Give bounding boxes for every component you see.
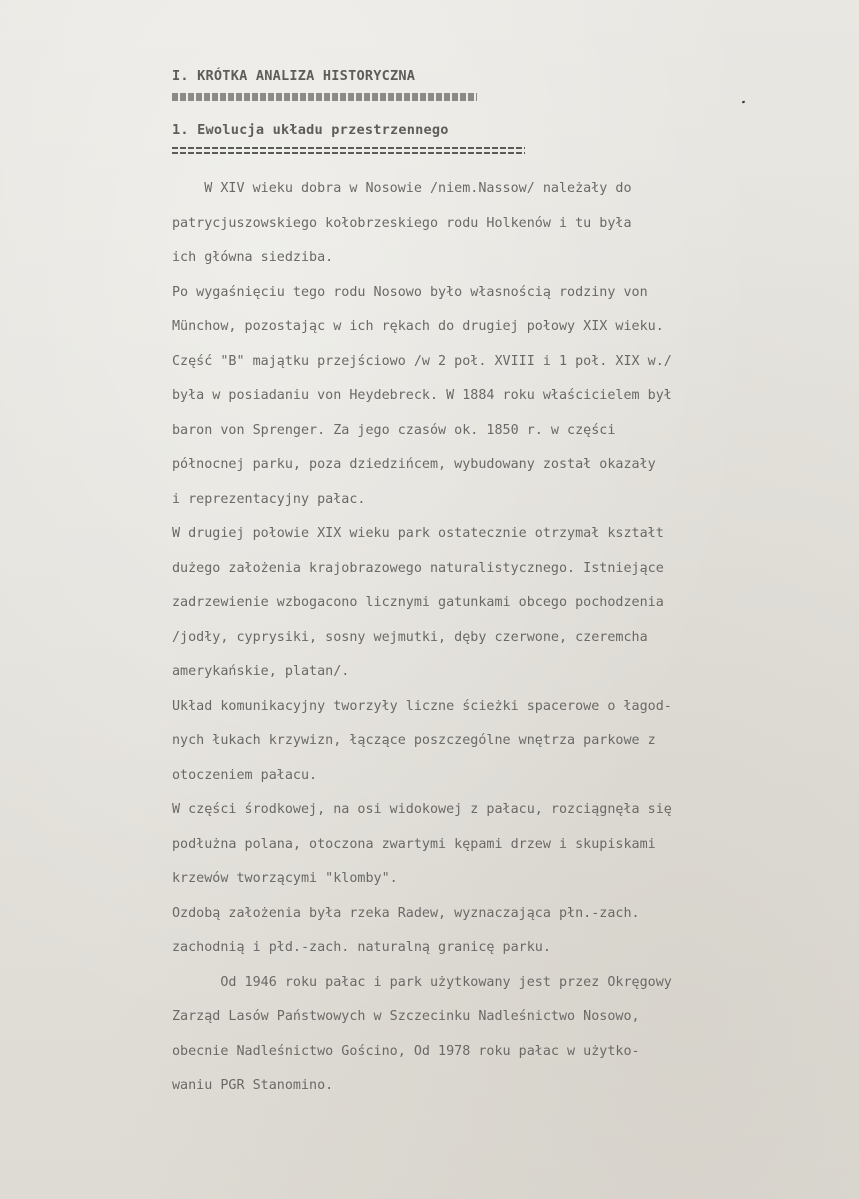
text-line: W XIV wieku dobra w Nosowie /niem.Nassow/ należały do	[172, 181, 632, 196]
text-line: nych łukach krzywizn, łączące poszczególne wnętrza parkowe z	[172, 733, 656, 748]
subsection-heading: 1. Ewolucja układu przestrzennego	[172, 122, 449, 138]
text-line: zachodnią i płd.-zach. naturalną granicę parku.	[172, 940, 551, 955]
heading-underline	[172, 93, 477, 101]
text-line: amerykańskie, platan/.	[172, 664, 350, 679]
text-line: Od 1946 roku pałac i park użytkowany jest przez Okręgowy	[172, 974, 672, 990]
text-line: i reprezentacyjny pałac.	[172, 491, 366, 507]
text-line: dużego założenia krajobrazowego naturalistycznego. Istniejące	[172, 560, 664, 576]
text-line: krzewów tworzącymi "klomby".	[172, 871, 398, 886]
text-line: była w posiadaniu von Heydebreck. W 1884 roku właścicielem był	[172, 388, 672, 403]
text-line: waniu PGR Stanomino.	[172, 1078, 334, 1093]
text-line: podłużna polana, otoczona zwartymi kępami drzew i skupiskami	[172, 836, 656, 852]
subheading-underline-second	[172, 152, 525, 154]
text-line: obecnie Nadleśnictwo Gościno, Od 1978 roku pałac w użytko-	[172, 1043, 640, 1059]
text-line: Ozdobą założenia była rzeka Radew, wyznaczająca płn.-zach.	[172, 905, 640, 921]
text-line: W drugiej połowie XIX wieku park ostatecznie otrzymał kształt	[172, 526, 664, 541]
text-line: baron von Sprenger. Za jego czasów ok. 1850 r. w części	[172, 422, 616, 438]
text-line: Układ komunikacyjny tworzyły liczne ścieżki spacerowe o łagod-	[172, 698, 672, 714]
text-line: Część "B" majątku przejściowo /w 2 poł. XVIII i 1 poł. XIX w./	[172, 353, 672, 369]
text-line: ich główna siedziba.	[172, 250, 334, 265]
ink-speck	[742, 100, 746, 103]
text-line: Zarząd Lasów Państwowych w Szczecinku Nadleśnictwo Nosowo,	[172, 1009, 640, 1024]
subheading-underline	[172, 147, 525, 149]
text-line: W części środkowej, na osi widokowej z pałacu, rozciągnęła się	[172, 802, 672, 817]
text-line: /jodły, cyprysiki, sosny wejmutki, dęby czerwone, czeremcha	[172, 629, 648, 645]
text-line: zadrzewienie wzbogacono licznymi gatunkami obcego pochodzenia	[172, 595, 664, 610]
text-line: Münchow, pozostając w ich rękach do drugiej połowy XIX wieku.	[172, 319, 664, 334]
text-line: otoczeniem pałacu.	[172, 767, 318, 783]
text-line: patrycjuszowskiego kołobrzeskiego rodu Holkenów i tu była	[172, 215, 632, 231]
section-heading: I. KRÓTKA ANALIZA HISTORYCZNA	[172, 68, 416, 84]
text-line: Po wygaśnięciu tego rodu Nosowo było własnością rodziny von	[172, 284, 648, 300]
text-line: północnej parku, poza dziedzińcem, wybudowany został okazały	[172, 457, 656, 472]
body-text	[172, 172, 832, 1104]
